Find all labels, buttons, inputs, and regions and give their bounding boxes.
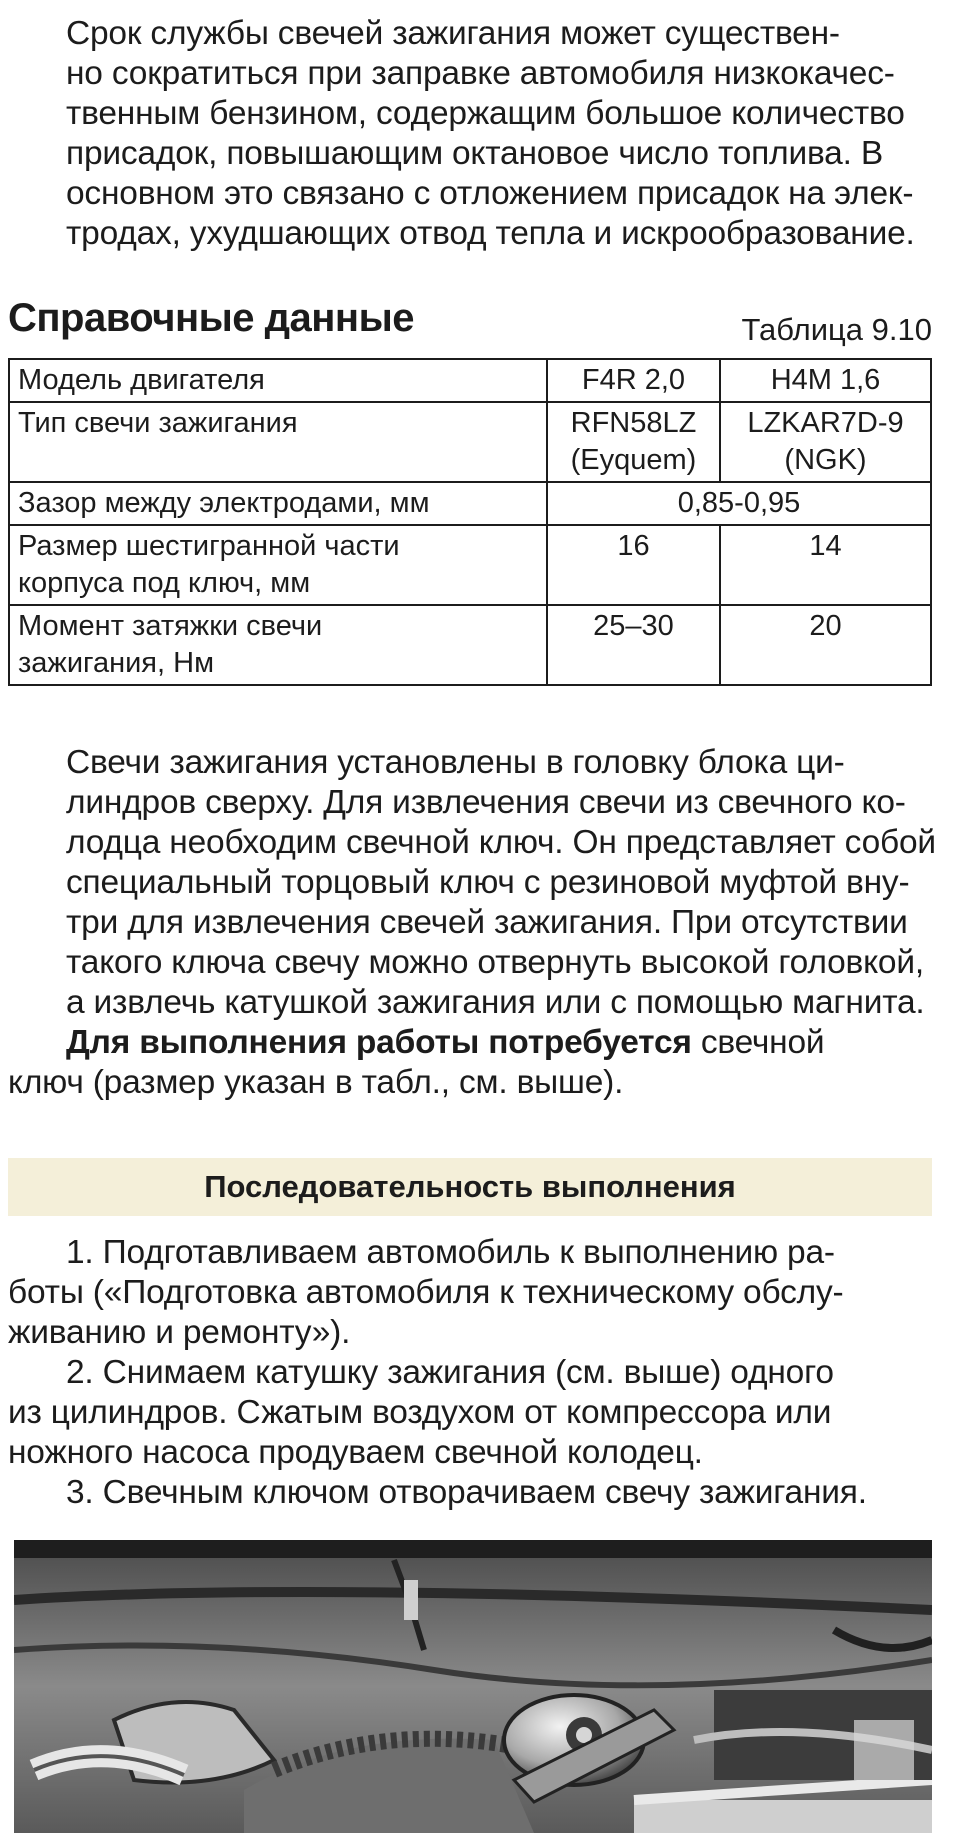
steps-list — [8, 1233, 932, 1513]
value-cell — [547, 402, 720, 482]
section-title: Справочные данные — [8, 296, 414, 340]
param-cell — [9, 525, 547, 605]
header-h4m: H4M 1,6 — [720, 359, 931, 402]
step-item — [8, 1473, 932, 1513]
tools-paragraph — [8, 1023, 932, 1103]
body-line: три для извлечения свечей зажигания. При отсутствии — [66, 904, 908, 941]
value-line: (NGK) — [784, 444, 867, 476]
merged-value-cell: 0,85-0,95 — [547, 482, 931, 525]
body-line: Свечи зажигания установлены в головку блока ци- — [66, 744, 845, 781]
value-cell: 14 — [720, 525, 931, 605]
body-line: а извлечь катушкой зажигания или с помощью магнита. — [66, 984, 925, 1021]
step-line: из цилиндров. Сжатым воздухом от компрессора или — [8, 1394, 832, 1431]
tools-line: ключ (размер указан в табл., см. выше). — [8, 1064, 624, 1101]
value-cell: 25–30 — [547, 605, 720, 685]
param-line: зажигания, Нм — [18, 647, 215, 679]
sequence-title: Последовательность выполнения — [8, 1158, 932, 1216]
param-line: Момент затяжки свечи — [18, 610, 323, 642]
intro-line: твенным бензином, содержащим большое количество — [66, 95, 905, 132]
value-cell: 20 — [720, 605, 931, 685]
engine-photo — [14, 1540, 932, 1833]
table-row — [9, 605, 931, 685]
body-line: специальный торцовый ключ с резиновой муфтой вну- — [66, 864, 910, 901]
intro-line: основном это связано с отложением присадок на элек- — [66, 175, 914, 212]
value-line: RFN58LZ — [570, 407, 697, 439]
step-line: 1. Подготавливаем автомобиль к выполнению ра- — [66, 1234, 835, 1271]
value-cell — [720, 402, 931, 482]
table-row — [9, 482, 931, 525]
param-cell — [9, 605, 547, 685]
step-line: ножного насоса продуваем свечной колодец. — [8, 1434, 703, 1471]
header-engine-model: Модель двигателя — [9, 359, 547, 402]
value-line: (Eyquem) — [570, 444, 697, 476]
step-line: 3. Свечным ключом отворачиваем свечу зажигания. — [66, 1474, 867, 1511]
spec-table — [8, 358, 932, 686]
param-line: корпуса под ключ, мм — [18, 567, 311, 599]
tools-line — [8, 1023, 932, 1063]
table-number: Таблица 9.10 — [741, 312, 932, 347]
table-header-row — [9, 359, 931, 402]
table-row — [9, 402, 931, 482]
header-f4r: F4R 2,0 — [547, 359, 720, 402]
value-cell: 16 — [547, 525, 720, 605]
step-line: живанию и ремонту»). — [8, 1314, 351, 1351]
step-item — [8, 1353, 932, 1473]
intro-paragraph — [8, 14, 932, 254]
param-cell: Зазор между электродами, мм — [9, 482, 547, 525]
step-item — [8, 1233, 932, 1353]
body-line: лодца необходим свечной ключ. Он представляет собой — [66, 824, 936, 861]
body-text — [8, 743, 936, 1103]
intro-line: Срок службы свечей зажигания может существен- — [66, 15, 840, 52]
table-row — [9, 525, 931, 605]
engine-photo-icon — [14, 1540, 932, 1833]
param-line: Размер шестигранной части — [18, 530, 400, 562]
body-line: линдров сверху. Для извлечения свечи из свечного ко- — [66, 784, 906, 821]
intro-line: присадок, повышающим октановое число топлива. В — [66, 135, 883, 172]
tools-bold: Для выполнения работы потребуется — [66, 1024, 692, 1061]
tools-rest: свечной — [691, 1024, 825, 1061]
step-line: боты («Подготовка автомобиля к техническому обслу- — [8, 1274, 844, 1311]
body-paragraph — [8, 743, 936, 1023]
value-line: LZKAR7D-9 — [747, 407, 904, 439]
param-cell: Тип свечи зажигания — [9, 402, 547, 482]
intro-line: но сократиться при заправке автомобиля низкокачес- — [66, 55, 895, 92]
body-line: такого ключа свечу можно отвернуть высокой головкой, — [66, 944, 924, 981]
intro-line: тродах, ухудшающих отвод тепла и искрообразование. — [66, 215, 915, 252]
step-line: 2. Снимаем катушку зажигания (см. выше) одного — [66, 1354, 834, 1391]
